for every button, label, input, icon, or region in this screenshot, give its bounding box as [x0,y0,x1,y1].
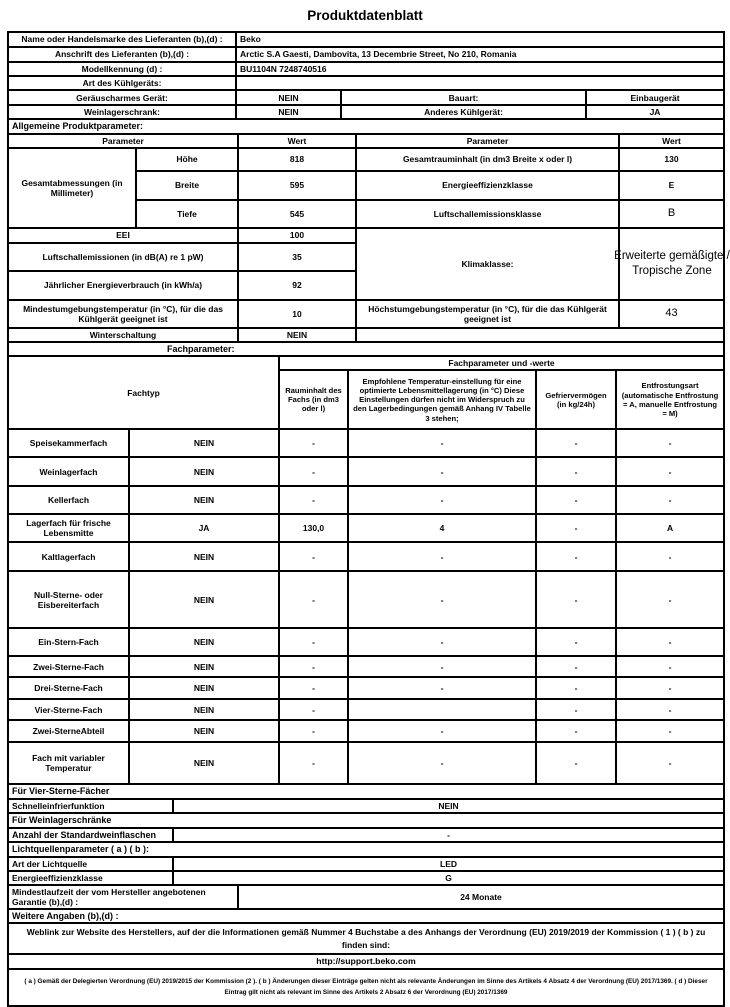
table-row [8,656,724,677]
empty-cell [356,328,724,342]
airborne-noise-label: Luftschallemissionen (in dB(A) re 1 pW) [8,243,238,271]
fach-row-volume: - [279,457,348,486]
further-info-header: Weitere Angaben (b),(d) : [8,909,724,924]
table-row [8,429,724,457]
fach-row-volume: - [279,542,348,571]
fach-row-name: Drei-Sterne-Fach [8,677,129,699]
fach-row-freezing: - [536,457,616,486]
general-parameters-header: Allgemeine Produktparameter: [8,119,724,134]
fach-row-freezing: - [536,429,616,457]
group-header-row [8,356,724,370]
section-header-row [8,909,724,924]
fach-row-name: Kellerfach [8,486,129,514]
supplier-name-label: Name oder Handelsmarke des Lieferanten (b),(d) : [8,32,236,47]
fach-row-name: Ein-Stern-Fach [8,628,129,656]
fach-row-defrost: - [616,742,724,784]
width-value: 595 [238,171,356,200]
compartment-parameters-header: Fachparameter: [8,342,724,357]
energy-class-label: Energieeffizienzklasse [356,171,619,200]
fach-row-present: NEIN [129,628,279,656]
fach-row-temperature: - [348,656,536,677]
fach-row-volume: - [279,628,348,656]
fach-row-name: Vier-Sterne-Fach [8,699,129,720]
fach-row-name: Weinlagerfach [8,457,129,486]
fach-row-present: NEIN [129,677,279,699]
supplier-address-label: Anschrift des Lieferanten (b),(d) : [8,47,236,62]
table-row [8,542,724,571]
fach-row-freezing: - [536,699,616,720]
light-section-header: Lichtquellenparameter ( a ) ( b ): [8,842,724,857]
weblink-description: Weblink zur Website des Herstellers, auf der die Informationen gemäß Nummer 4 Buchstabe a des Anhangs der Verordnung (EU) 2019/2019 der Kommission ( 1 ) ( b ) zu finden sind: [8,923,724,954]
eei-label: EEI [8,228,238,243]
noise-class-value: B [619,200,724,228]
fast-freeze-label: Schnelleinfrierfunktion [8,799,173,813]
fach-row-defrost: A [616,514,724,542]
warranty-value: 24 Monate [238,885,724,909]
light-type-value: LED [173,857,724,871]
table-row [8,486,724,514]
fach-row-present: NEIN [129,457,279,486]
light-energy-class-label: Energieeffizienzklasse [8,871,173,885]
features-table [7,783,725,885]
fach-row-volume: - [279,677,348,699]
supplier-address-value: Arctic S.A Gaesti, Dambovita, 13 Decembrie Street, No 210, Romania [236,47,724,62]
design-type-label: Bauart: [341,90,586,105]
fach-row-defrost: - [616,542,724,571]
table-row [8,457,724,486]
fach-row-volume: - [279,486,348,514]
fach-row-defrost: - [616,486,724,514]
airborne-noise-value: 35 [238,243,356,271]
fachtyp-header: Fachtyp [8,356,279,429]
wine-section-header: Für Weinlagerschränke [8,813,724,828]
section-header-row [8,784,724,799]
climate-class-label: Klimaklasse: [356,228,619,300]
table-row [8,885,724,909]
fach-row-defrost: - [616,628,724,656]
fach-row-volume: - [279,699,348,720]
winter-setting-label: Winterschaltung [8,328,238,342]
fach-row-present: JA [129,514,279,542]
fach-row-volume: - [279,656,348,677]
fach-row-freezing: - [536,542,616,571]
fach-row-temperature: 4 [348,514,536,542]
fach-row-name: Zwei-Sterne-Fach [8,656,129,677]
climate-class-text: Erweiterte gemäßigte / Tropische Zone [614,250,730,277]
fach-row-freezing: - [536,486,616,514]
total-volume-label: Gesamtrauminhalt (in dm3 Breite x oder l) [356,148,619,171]
volume-col-header: Rauminhalt des Fachs (in dm3 oder l) [279,370,348,429]
fach-row-present: NEIN [129,429,279,457]
defrost-type-col-header: Entfrostungsart (automatische Entfrostung = A, manuelle Entfrostung = M) [616,370,724,429]
height-value: 818 [238,148,356,171]
fach-row-temperature: - [348,720,536,742]
low-noise-label: Geräuscharmes Gerät: [8,90,236,105]
four-star-section-header: Für Vier-Sterne-Fächer [8,784,724,799]
fach-row-name: Null-Sterne- oder Eisbereiterfach [8,571,129,628]
fach-row-freezing: - [536,514,616,542]
fach-row-defrost: - [616,677,724,699]
model-id-label: Modellkennung (d) : [8,62,236,76]
min-temp-value: 10 [238,300,356,328]
param-left-header: Parameter [8,134,238,148]
table-row [8,828,724,843]
fach-row-name: Fach mit variabler Temperatur [8,742,129,784]
fach-row-volume: - [279,429,348,457]
table-row [8,799,724,813]
page-title: Produktdatenblatt [307,8,423,23]
product-datasheet [7,31,730,1007]
table-row [8,148,724,171]
column-header-row [8,134,724,148]
fach-row-present: NEIN [129,542,279,571]
fach-row-temperature: - [348,486,536,514]
fach-row-defrost: - [616,457,724,486]
table-row [8,105,724,119]
annual-energy-label: Jährlicher Energieverbrauch (in kWh/a) [8,271,238,300]
fast-freeze-value: NEIN [173,799,724,813]
fach-row-volume: 130,0 [279,514,348,542]
warranty-label: Mindestlaufzeit der vom Hersteller angebotenen Garantie (b),(d) : [8,885,238,909]
table-row [8,300,724,328]
wert-right-header: Wert [619,134,724,148]
fach-row-freezing: - [536,677,616,699]
section-header-row [8,342,724,357]
fach-row-name: Zwei-SterneAbteil [8,720,129,742]
temperature-col-header: Empfohlene Temperatur-einstellung für eine optimierte Lebensmittellagerung (in °C) Diese Einstellungen dürfen nicht im Widerspruch zu den Lagerbedingungen gemäß Anhang IV Tabelle 3 stehen; [348,370,536,429]
other-appliance-value: JA [586,105,724,119]
appliance-type-value [236,76,724,90]
noise-class-label: Luftschallemissionsklasse [356,200,619,228]
fach-row-temperature [348,699,536,720]
light-energy-class-value: G [173,871,724,885]
height-label: Höhe [136,148,238,171]
fach-row-temperature: - [348,457,536,486]
fach-row-present: NEIN [129,742,279,784]
fach-row-present: NEIN [129,699,279,720]
fach-row-freezing: - [536,656,616,677]
wine-storage-value: NEIN [236,105,341,119]
table-row [8,677,724,699]
winter-setting-value: NEIN [238,328,356,342]
warranty-table [7,884,725,910]
fach-row-temperature: - [348,542,536,571]
fach-row-present: NEIN [129,486,279,514]
table-row [8,228,724,243]
fach-row-present: NEIN [129,656,279,677]
table-row [8,90,724,105]
table-row [8,742,724,784]
light-type-label: Art der Lichtquelle [8,857,173,871]
table-row [8,720,724,742]
footnote-row [8,969,724,1006]
width-label: Breite [136,171,238,200]
fach-row-name: Kaltlagerfach [8,542,129,571]
max-temp-label: Höchstumgebungstemperatur (in °C), für die das Kühlgerät geeignet ist [356,300,619,328]
fach-row-volume: - [279,720,348,742]
footnote-text: ( a ) Gemäß der Delegierten Verordnung (EU) 2019/2015 der Kommission (2 ). ( b ) Änderungen dieser Einträge gelten nicht als relevante Änderungen im Sinne des Artikels 4 Absatz 4 der Verordnung (EU) 2017/1369. ( d ) Dieser Eintrag gilt nicht als relevant im Sinne des Artikels 2 Absatz 6 der Verordnung (EU) 2017/1369 [8,969,724,1006]
energy-class-value: E [619,171,724,200]
fach-row-defrost: - [616,429,724,457]
freezing-capacity-col-header: Gefriervermögen (in kg/24h) [536,370,616,429]
table-row [8,76,724,90]
param-right-header: Parameter [356,134,619,148]
dimensions-group-label: Gesamtabmessungen (in Millimeter) [8,148,136,228]
fach-row-temperature: - [348,429,536,457]
table-row [8,514,724,542]
fach-row-temperature: - [348,742,536,784]
table-row [8,62,724,76]
fach-group-header: Fachparameter und -werte [279,356,724,370]
wine-bottles-label: Anzahl der Standardweinflaschen [8,828,173,843]
fach-row-name: Speisekammerfach [8,429,129,457]
table-row [8,954,724,969]
fach-row-present: NEIN [129,571,279,628]
fach-row-temperature: - [348,677,536,699]
table-row [8,32,724,47]
annual-energy-value: 92 [238,271,356,300]
table-row [8,571,724,628]
table-row [8,699,724,720]
supplier-name-value: Beko [236,32,724,47]
design-type-value: Einbaugerät [586,90,724,105]
climate-class-value [614,228,730,300]
fach-row-name: Lagerfach für frische Lebensmitte [8,514,129,542]
total-volume-value: 130 [619,148,724,171]
depth-label: Tiefe [136,200,238,228]
fach-row-present: NEIN [129,720,279,742]
fach-row-temperature: - [348,571,536,628]
depth-value: 545 [238,200,356,228]
model-id-value: BU1104N 7248740516 [236,62,724,76]
section-header-row [8,842,724,857]
fach-row-freezing: - [536,571,616,628]
table-row [8,871,724,885]
table-row [8,328,724,342]
fach-row-freezing: - [536,742,616,784]
table-row [8,857,724,871]
weblink-url[interactable]: http://support.beko.com [8,954,724,969]
fach-row-defrost: - [616,720,724,742]
low-noise-value: NEIN [236,90,341,105]
fach-row-defrost: - [616,699,724,720]
table-row [8,47,724,62]
eei-value: 100 [238,228,356,243]
appliance-type-label: Art des Kühlgeräts: [8,76,236,90]
min-temp-label: Mindestumgebungstemperatur (in °C), für die das Kühlgerät geeignet ist [8,300,238,328]
section-header-row [8,119,724,134]
other-appliance-label: Anderes Kühlgerät: [341,105,586,119]
supplier-table [7,31,725,135]
table-row [8,923,724,954]
table-row [8,628,724,656]
fach-row-temperature: - [348,628,536,656]
general-parameters-table [7,133,730,358]
footer-table [7,908,725,1007]
wine-storage-label: Weinlagerschrank: [8,105,236,119]
fach-row-freezing: - [536,628,616,656]
fach-row-defrost: - [616,571,724,628]
fach-row-defrost: - [616,656,724,677]
fach-row-freezing: - [536,720,616,742]
section-header-row [8,813,724,828]
wine-bottles-value: - [173,828,724,843]
wert-left-header: Wert [238,134,356,148]
fach-row-volume: - [279,742,348,784]
fach-row-volume: - [279,571,348,628]
max-temp-value: 43 [619,300,724,328]
compartment-table [7,355,725,785]
